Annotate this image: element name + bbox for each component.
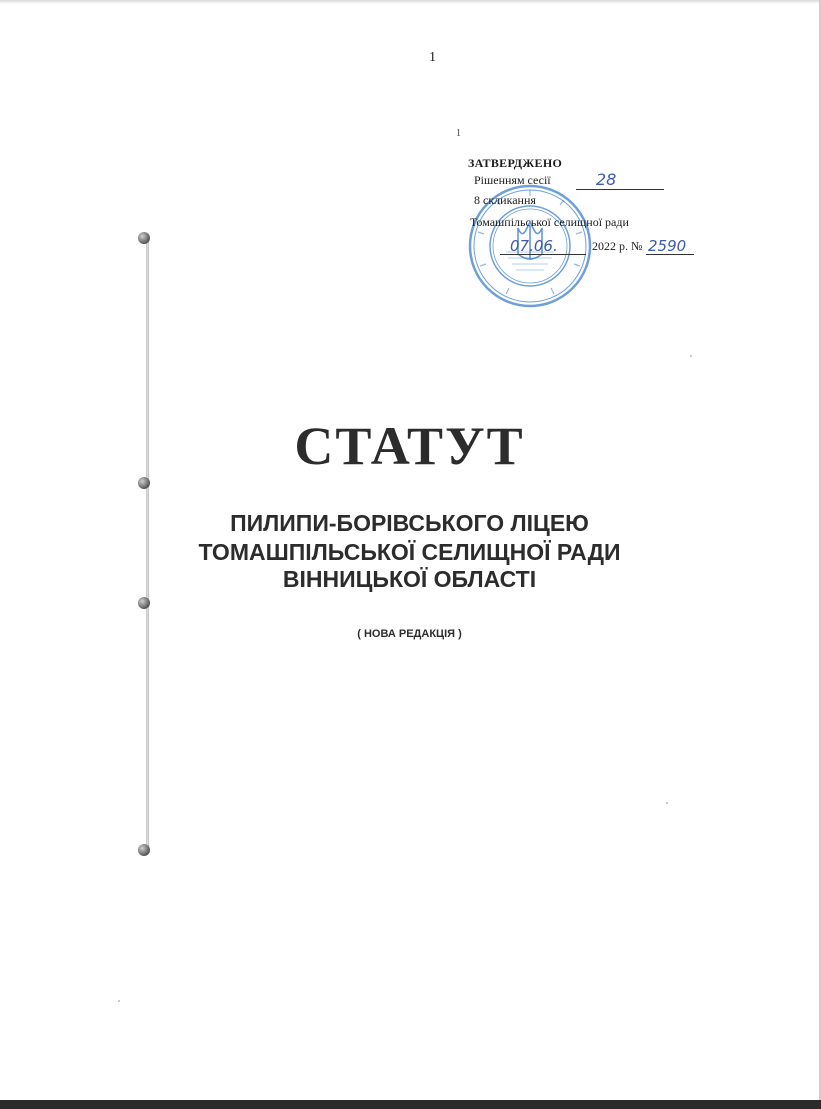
- scanned-page-number: 1: [456, 128, 461, 139]
- subtitle-line-2: ТОМАШПІЛЬСЬКОЇ СЕЛИЩНОЇ РАДИ: [198, 539, 621, 565]
- approval-line-session: Рішенням сесії: [474, 173, 551, 187]
- binder-hole: [138, 844, 150, 856]
- scan-speck: [666, 802, 668, 804]
- approval-line-convocation: 8 скликання: [474, 193, 536, 207]
- edition-note: ( НОВА РЕДАКЦІЯ ): [357, 628, 462, 640]
- handwritten-date: 07.06.: [510, 237, 558, 255]
- binder-hole: [138, 232, 150, 244]
- approval-line-council: Томашпільської селищної ради: [470, 215, 629, 229]
- approval-heading: ЗАТВЕРДЖЕНО: [468, 156, 563, 170]
- binder-hole: [138, 597, 150, 609]
- subtitle-line-1: ПИЛИПИ-БОРІВСЬКОГО ЛІЦЕЮ: [230, 510, 589, 536]
- viewer-bottom-bar: [0, 1100, 821, 1109]
- session-underline: [576, 189, 664, 190]
- scan-speck: [118, 1000, 120, 1002]
- approval-line-year: 2022 р. №: [592, 239, 643, 253]
- page-number: 1: [429, 50, 436, 65]
- handwritten-session-number: 28: [596, 170, 617, 189]
- page-top-shadow: [0, 0, 819, 4]
- subtitle-line-3: ВІННИЦЬКОЇ ОБЛАСТІ: [282, 566, 537, 592]
- document-title: СТАТУТ: [294, 416, 525, 476]
- scan-speck: [690, 355, 692, 357]
- binder-hole: [138, 477, 150, 489]
- handwritten-decision-number: 2590: [648, 237, 687, 255]
